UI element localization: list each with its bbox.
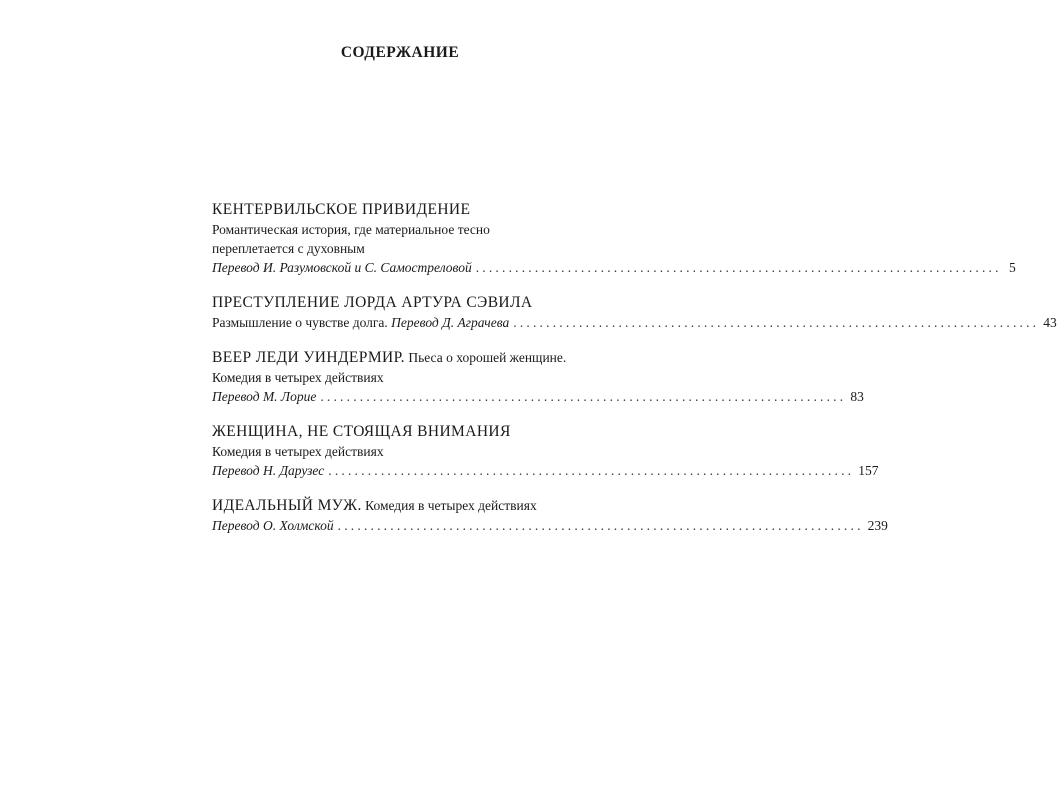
entry-subtitle-line: Комедия в четырех действиях: [212, 370, 384, 385]
entry-leader-line: [212, 313, 1057, 333]
entry-subtitle-line: Комедия в четырех действиях: [212, 444, 384, 459]
toc-entry-lady-windermere-fan[interactable]: [212, 348, 864, 407]
entry-subtitle-line: Романтическая история, где материальное тесно: [212, 222, 490, 237]
toc-entry-canterville-ghost[interactable]: [212, 200, 1016, 278]
translator-credit: Перевод Н. Дарузес: [212, 463, 325, 478]
toc-entry-lord-arthur-savile[interactable]: [212, 293, 1057, 333]
toc-entry-woman-of-no-importance[interactable]: [212, 422, 879, 481]
entry-title: ВЕЕР ЛЕДИ УИНДЕРМИР.: [212, 349, 405, 366]
table-of-contents: [212, 200, 1057, 551]
entry-subtitle-inline: Комедия в четырех действиях: [361, 498, 537, 513]
dot-leader: ................................................................................: [320, 389, 847, 404]
entry-leader-line: [212, 461, 879, 481]
entry-leader-line: [212, 387, 864, 407]
page-number: 157: [858, 463, 879, 478]
dot-leader: ................................................................................: [337, 518, 864, 533]
entry-title: ИДЕАЛЬНЫЙ МУЖ.: [212, 497, 362, 514]
entry-subtitle: Размышление о чувстве долга.: [212, 315, 392, 330]
toc-entry-ideal-husband[interactable]: [212, 496, 888, 536]
page-number: 43: [1043, 315, 1057, 330]
page-title: СОДЕРЖАНИЕ: [340, 44, 460, 61]
translator-name: Перевод Д. Аграчева: [391, 315, 510, 330]
translator-credit: Перевод И. Разумовской и С. Самостреловой: [212, 260, 472, 275]
entry-leader-line: [212, 516, 888, 536]
translator-credit: Перевод М. Лорие: [212, 389, 317, 404]
page-number: 239: [867, 518, 888, 533]
translator-credit: [212, 313, 509, 333]
dot-leader: ................................................................................: [475, 260, 1002, 275]
entry-title: ПРЕСТУПЛЕНИЕ ЛОРДА АРТУРА СЭВИЛА: [212, 294, 533, 311]
page-number: 83: [850, 389, 864, 404]
entry-title-line: [212, 348, 596, 368]
entry-subtitle-line: переплетается с духовным: [212, 241, 365, 256]
dot-leader: ................................................................................: [513, 315, 1040, 330]
entry-subtitle-inline: Пьеса о хорошей женщине.: [404, 350, 567, 365]
page-number: 5: [1008, 260, 1016, 275]
entry-leader-line: [212, 258, 1016, 278]
entry-title: КЕНТЕРВИЛЬСКОЕ ПРИВИДЕНИЕ: [212, 201, 471, 218]
entry-title-line: [212, 496, 596, 516]
entry-title: ЖЕНЩИНА, НЕ СТОЯЩАЯ ВНИМАНИЯ: [212, 423, 511, 440]
dot-leader: ................................................................................: [328, 463, 855, 478]
translator-credit: Перевод О. Холмской: [212, 518, 334, 533]
